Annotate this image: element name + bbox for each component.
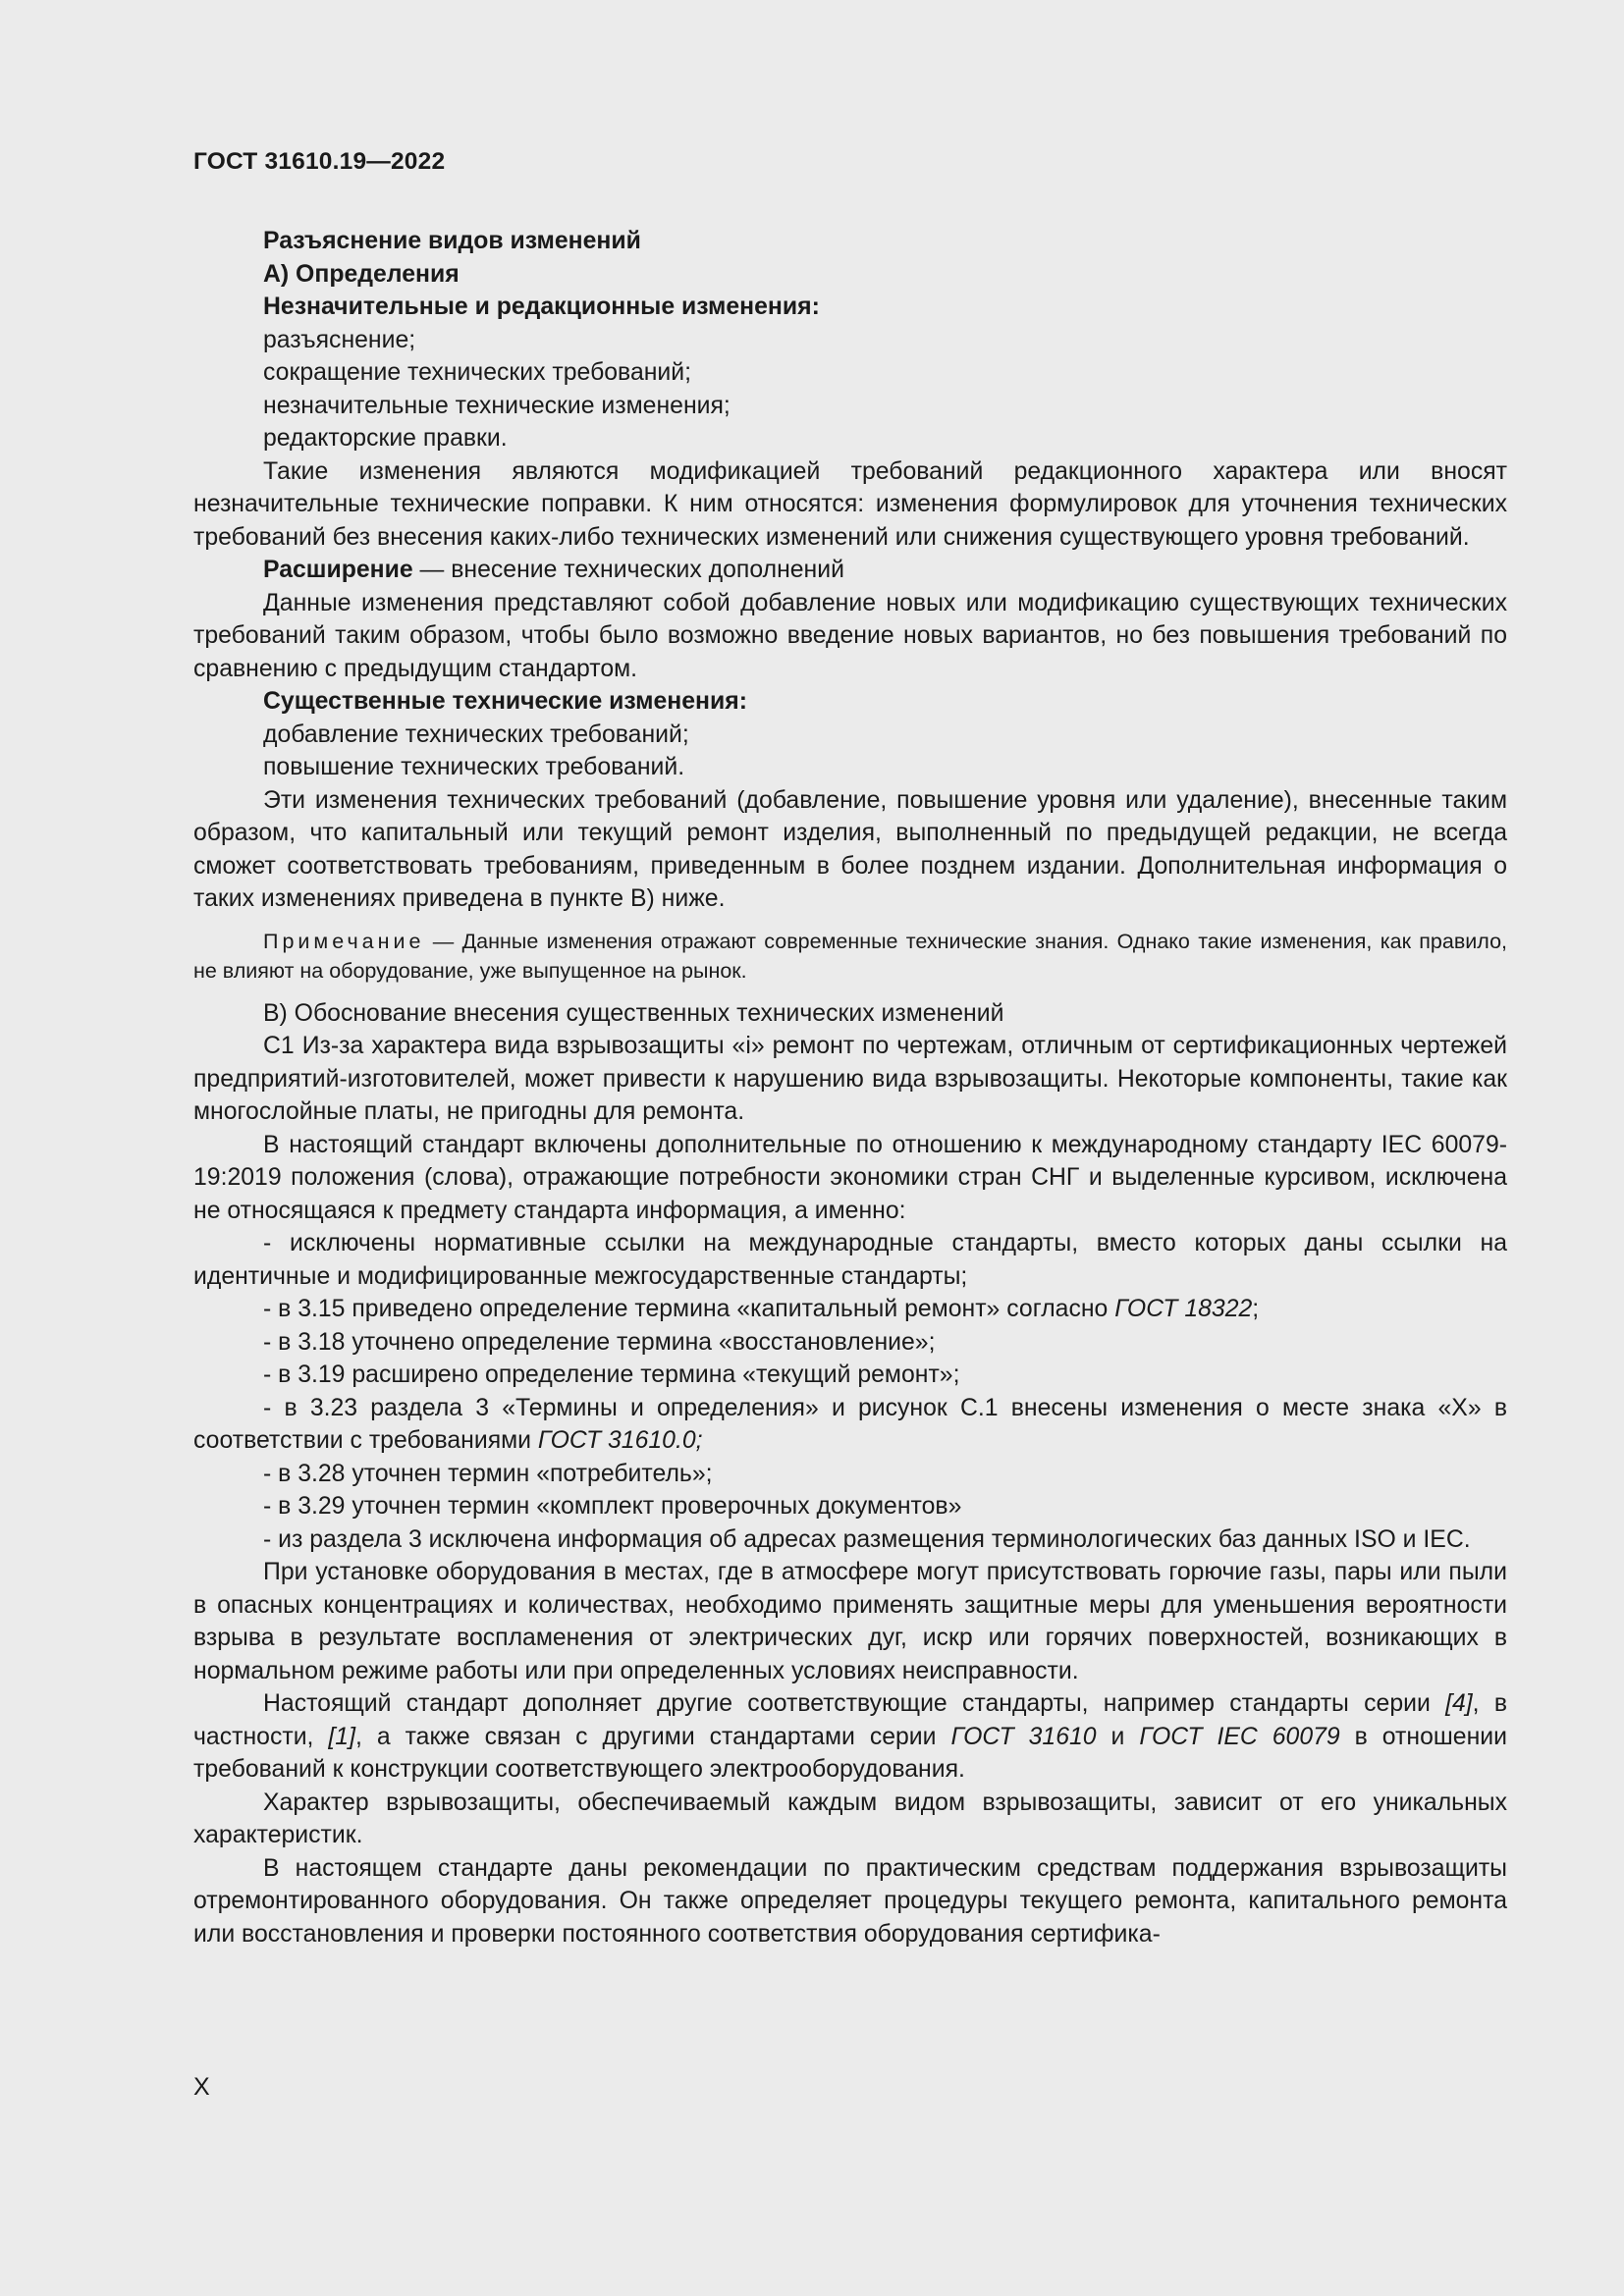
subsection-b-title: В) Обоснование внесения существенных технических изменений (263, 999, 1004, 1027)
paragraph-standards (193, 1687, 1507, 1787)
major-changes-description: Эти изменения технических требований (добавление, повышение уровня или удаление), внесенные таким образом, что капитальный или текущий ремонт изделия, выполненный по предыдущей редакции, не всегда сможет соответствовать требованиям, приведенным в более позднем издании. Дополнительная информация о таких изменениях приведена в пункте В) ниже. (193, 786, 1507, 912)
list-item: добавление технических требований; (263, 721, 689, 748)
paragraph-text: Настоящий стандарт дополняет другие соответствующие стандарты, например стандарты серии (263, 1690, 1446, 1717)
paragraph-characteristics: Характер взрывозащиты, обеспечиваемый каждым видом взрывозащиты, зависит от его уникальных характеристик. (193, 1789, 1507, 1848)
paragraph-intro: В настоящий стандарт включены дополнительные по отношению к международному стандарту IEC 60079-19:2019 положения (слова), отражающие потребности экономики стран СНГ и выделенные курсивом, исключена не относящаяся к предмету стандарта информация, а именно: (193, 1131, 1507, 1224)
extension-text: — внесение технических дополнений (412, 557, 844, 583)
paragraph-c1: С1 Из-за характера вида взрывозащиты «i» ремонт по чертежам, отличным от сертификационных чертежей предприятий-изготовителей, может привести к нарушению вида взрывозащиты. Некоторые компоненты, такие как многослойные платы, не пригодны для ремонта. (193, 1033, 1507, 1125)
standard-reference: ГОСТ 31610.0; (537, 1427, 703, 1454)
paragraph-installation: При установке оборудования в местах, где в атмосфере могут присутствовать горючие газы, пары или пыли в опасных концентрациях и количествах, необходимо применять защитные меры для уменьшения вероятности взрыва в результате воспламенения от электрических дуг, искр или горячих поверхностей, возникающих в нормальном режиме работы или при определенных условиях неисправности. (193, 1559, 1507, 1684)
list-item (193, 1392, 1507, 1458)
note (193, 927, 1507, 986)
page-number: X (193, 2073, 210, 2101)
paragraph-text: , а также связан с другими стандартами серии (354, 1723, 951, 1750)
paragraph-text: и (1096, 1723, 1140, 1750)
standard-reference: ГОСТ 18322 (1114, 1296, 1253, 1322)
list-item: редакторские правки. (263, 425, 508, 452)
extension-term: Расширение (263, 557, 413, 583)
paragraph-recommendations: В настоящем стандарте даны рекомендации по практическим средствам поддержания взрывозащиты отремонтированного оборудования. Он также определяет процедуры текущего ремонта, капитального ремонта или восстановления и проверки постоянного соответствия оборудования сертифика- (193, 1854, 1507, 1948)
standard-reference: ГОСТ IEC 60079 (1139, 1723, 1340, 1750)
list-item: - из раздела 3 исключена информация об адресах размещения терминологических баз данных ISO и IEC. (263, 1525, 1471, 1553)
list-item: незначительные технические изменения; (263, 392, 731, 419)
paragraph-text: , в частности, (193, 1690, 1507, 1750)
list-item-text: - в 3.15 приведено определение термина «капитальный ремонт» согласно (263, 1296, 1115, 1322)
document-code: ГОСТ 31610.19—2022 (193, 148, 446, 175)
extension-definition (193, 554, 1507, 587)
list-item: разъяснение; (263, 326, 416, 353)
page-content (193, 225, 1507, 1950)
note-text: — Данные изменения отражают современные технические знания. Однако такие изменения, как правило, не влияют на оборудование, уже выпущенное на рынок. (193, 929, 1507, 983)
list-item: - в 3.28 уточнен термин «потребитель»; (263, 1460, 713, 1487)
list-item: повышение технических требований. (263, 754, 685, 780)
list-item: - в 3.19 расширено определение термина «текущий ремонт»; (263, 1362, 960, 1388)
bibliography-reference: [1] (328, 1723, 355, 1750)
minor-changes-heading: Незначительные и редакционные изменения: (263, 294, 820, 320)
subsection-a-title: А) Определения (263, 260, 460, 288)
major-changes-heading: Существенные технические изменения: (263, 688, 747, 715)
bibliography-reference: [4] (1445, 1690, 1473, 1717)
extension-description: Данные изменения представляют собой добавление новых или модификацию существующих технических требований таким образом, чтобы было возможно введение новых вариантов, но без повышения требований по сравнению с предыдущим стандартом. (193, 589, 1507, 682)
list-item: сокращение технических требований; (263, 359, 692, 386)
list-item (193, 1293, 1507, 1326)
list-item-text: - в 3.23 раздела 3 «Термины и определения» и рисунок С.1 внесены изменения о месте знака «Х» в соответствии с требованиями (193, 1394, 1507, 1454)
minor-changes-description: Такие изменения являются модификацией требований редакционного характера или вносят незначительные технические поправки. К ним относятся: изменения формулировок для уточнения технических требований без внесения каких-либо технических изменений или снижения существующего уровня требований. (193, 457, 1507, 551)
paragraph-text: в отношении требований к конструкции соответствующего электрооборудования. (193, 1723, 1507, 1783)
note-label: Примечание (263, 929, 425, 953)
list-item: - в 3.29 уточнен термин «комплект проверочных документов» (263, 1493, 962, 1520)
list-item: - в 3.18 уточнено определение термина «восстановление»; (263, 1328, 936, 1356)
list-item-text: ; (1252, 1296, 1260, 1322)
list-item: - исключены нормативные ссылки на международные стандарты, вместо которых даны ссылки на идентичные и модифицированные межгосударственные стандарты; (193, 1230, 1507, 1290)
section-title: Разъяснение видов изменений (263, 228, 641, 254)
standard-reference: ГОСТ 31610 (950, 1723, 1097, 1750)
